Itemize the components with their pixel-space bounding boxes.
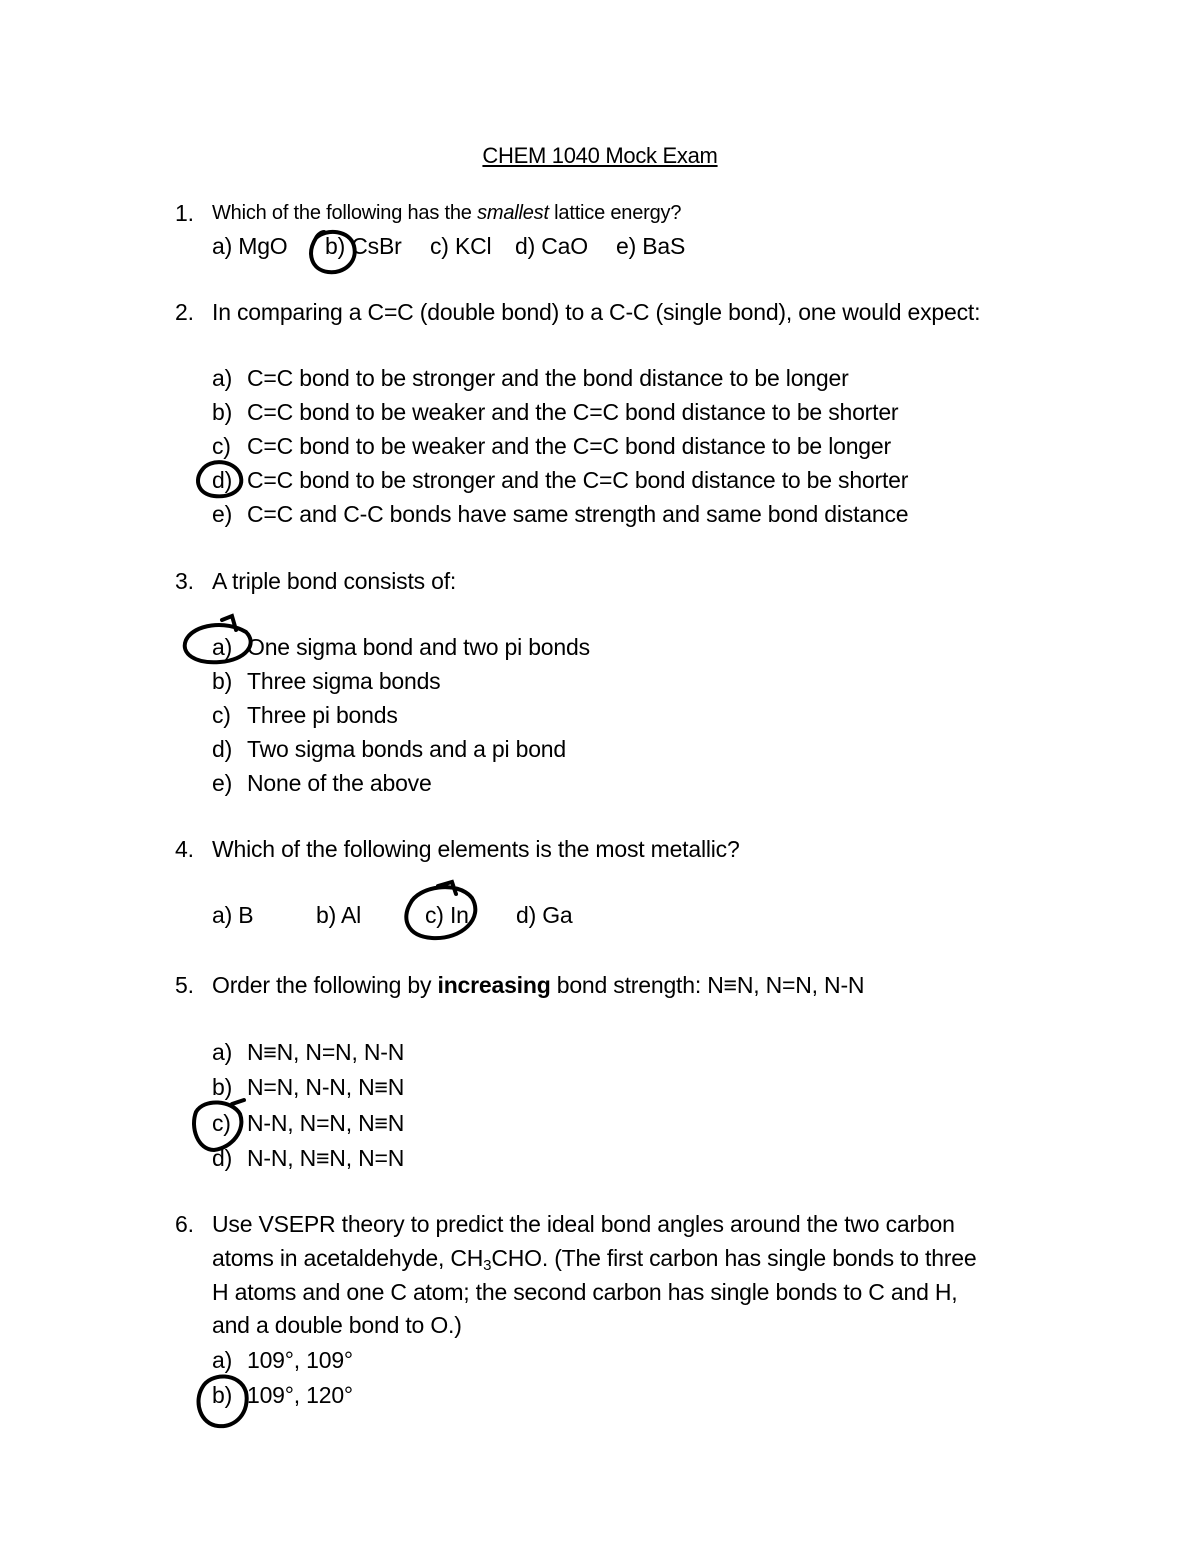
option-b[interactable]: b) Al [316,902,362,928]
question-text: Order the following by increasing bond strength: N≡N, N=N, N-N [212,972,865,998]
option-d[interactable]: d) CaO [515,233,588,259]
question-text: In comparing a C=C (double bond) to a C-C (single bond), one would expect: [212,299,981,325]
exam-page: CHEM 1040 Mock Exam 1. Which of the following has the smallest lattice energy? a) MgO b) CsBr c) KCl d) CaO e) BaS 2. In comparing a C=C (double bond) to a C-C (single bond), one would expect: a) C=C bond to be stronger and the bond distance to be longer b) C=C bond to be weaker and the C=C bond distance to be shorter c) C=C bond to be weaker and the C=C bond distance to be longer d) C=C bond to be stronger and the C=C bond distance to be shorter e) C=C and C-C bonds have same strength and same bond distance 3. A triple bond consists of: a) One sigma bond and two pi bonds b) Three sigma bonds c) Three pi bonds d) Two sigma bonds and a pi bond e) None of the above 4. Which of the following elements is the most metallic? a) B b) Al c) In d) Ga 5. Order the following by increasing bond strength: N≡N, N=N, N-N a) N≡N, N=N, N-N b) N=N, N-N, N≡N c) N-N, N=N, N≡N d) N-N, N≡N, N=N 6. Use VSEPR theory to predict the ideal bond angles around the two carbon atoms in acetaldehyde, $CH_3CHO$. (The first carbon has single bonds to three H atoms and one C atom; the second carbon has single bonds to C and H, and a double bond to O.) a) 109°, 109° b) 109°, 120° [0,0,1200,1553]
question-4-options [0,902,1200,932]
option-c[interactable]: c) In [425,902,469,928]
question-text: Which of the following elements is the most metallic? [212,836,740,862]
question-text-line-1: Use VSEPR theory to predict the ideal bond angles around the two carbon [212,1211,955,1237]
option-e[interactable]: e) BaS [616,233,686,259]
question-number: 5. [175,972,194,998]
option-b[interactable]: b) CsBr [325,233,402,259]
option-a[interactable]: a) B [212,902,254,928]
question-number: 2. [175,299,194,325]
question-number: 1. [175,200,194,226]
option-a[interactable]: a) MgO [212,233,288,259]
question-number: 4. [175,836,194,862]
question-1-options [0,233,1200,263]
question-number: 3. [175,568,194,594]
exam-title: CHEM 1040 Mock Exam [482,143,718,168]
question-text: Which of the following has the smallest lattice energy? [212,202,682,224]
question-number: 6. [175,1211,194,1237]
option-c[interactable]: c) KCl [430,233,492,259]
option-d[interactable]: d) Ga [516,902,573,928]
question-text: A triple bond consists of: [212,568,457,594]
